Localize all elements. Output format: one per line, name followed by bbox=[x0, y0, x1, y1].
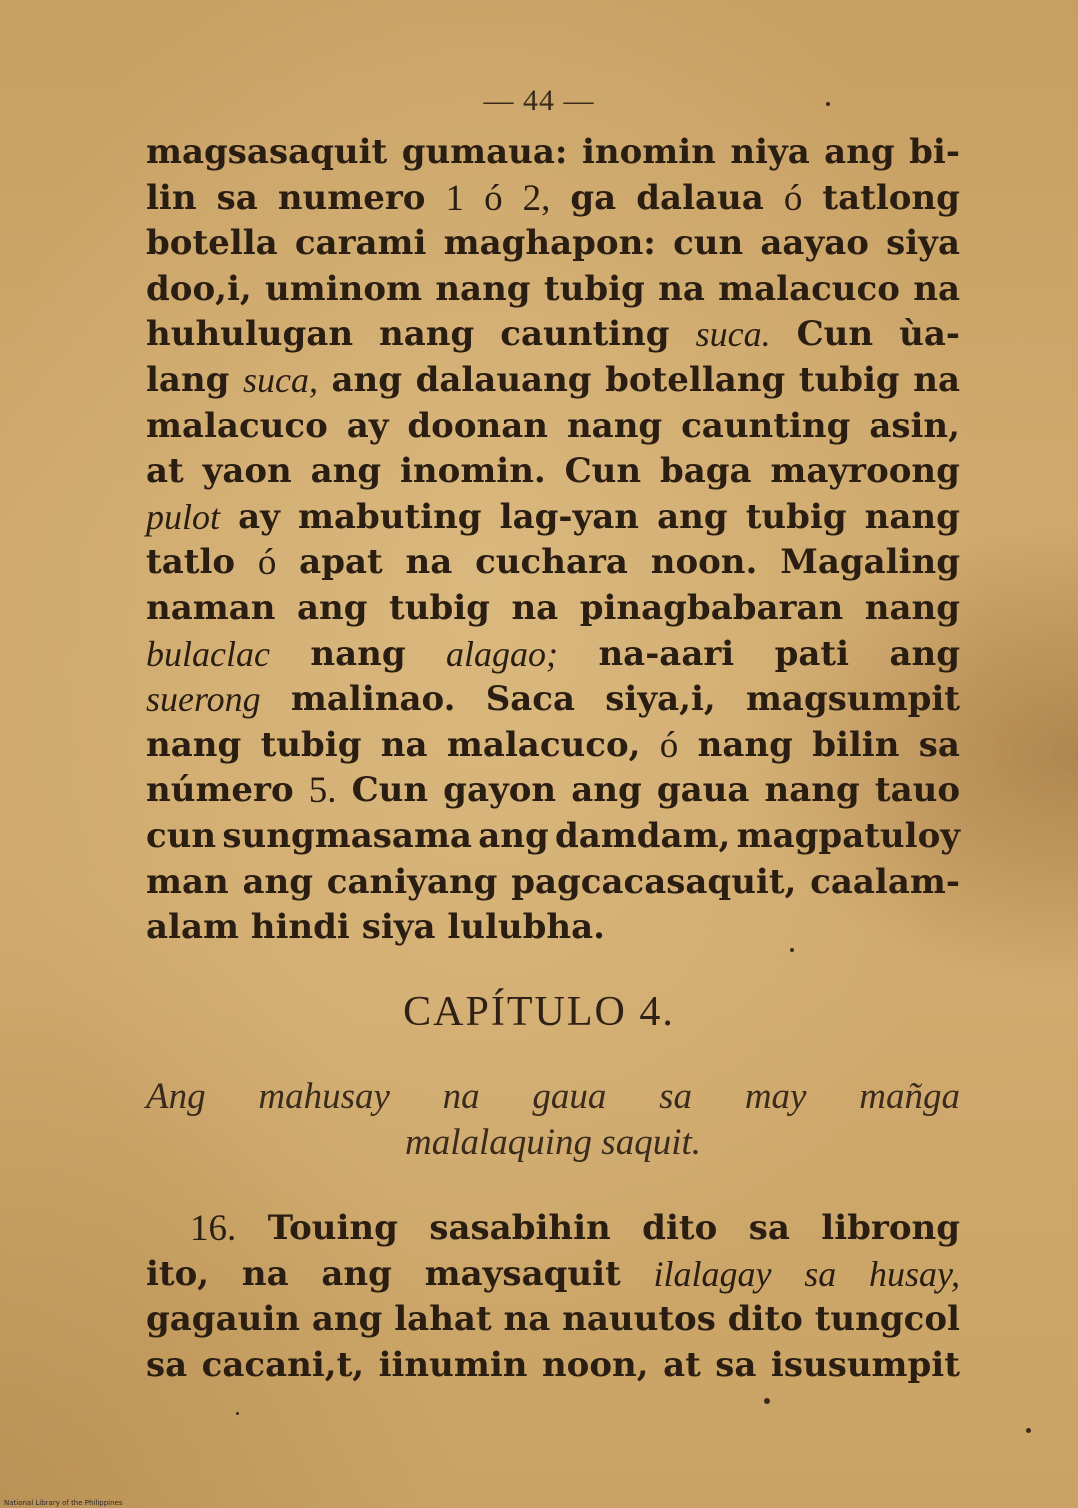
word: numero bbox=[277, 177, 426, 218]
word: Cun bbox=[351, 770, 429, 811]
word: maghapon: bbox=[443, 223, 656, 264]
subtitle-line: malalaquing saquit. bbox=[404, 1122, 702, 1163]
word: sa bbox=[918, 724, 960, 765]
word: mayroong bbox=[770, 451, 960, 492]
word: naman bbox=[146, 587, 276, 628]
word: sa bbox=[146, 1344, 188, 1385]
page-number: — 44 — bbox=[483, 84, 595, 117]
word: 2, bbox=[522, 177, 551, 219]
word: nang bbox=[697, 724, 793, 765]
word: siya,i, bbox=[605, 679, 716, 720]
word: na bbox=[241, 1253, 289, 1294]
word: inomin bbox=[581, 132, 716, 172]
word: 5. bbox=[308, 770, 337, 812]
word: nang bbox=[864, 496, 960, 537]
word: ay bbox=[346, 405, 389, 446]
word: asin, bbox=[869, 405, 960, 446]
text-line bbox=[146, 814, 960, 860]
word: lulubha. bbox=[447, 907, 606, 948]
word: ang bbox=[297, 587, 368, 628]
text-line bbox=[146, 221, 960, 267]
word: tauo bbox=[874, 770, 960, 811]
word: Magaling bbox=[780, 542, 960, 583]
word: cacani,t, bbox=[201, 1344, 365, 1385]
text-line bbox=[146, 586, 960, 632]
word: magsasaquit bbox=[146, 132, 388, 172]
word-italic: ilalagay bbox=[653, 1253, 772, 1294]
word: nang bbox=[764, 770, 860, 811]
word-italic: mahusay bbox=[258, 1076, 390, 1117]
text-line bbox=[146, 312, 960, 358]
word: carami bbox=[294, 223, 427, 264]
word: ang bbox=[889, 633, 960, 674]
word: sungmasama bbox=[222, 815, 472, 856]
word: dito bbox=[642, 1208, 718, 1248]
chapter-title: CAPÍTULO 4. bbox=[403, 989, 675, 1035]
word: ang bbox=[571, 770, 642, 811]
word: ang bbox=[311, 1299, 383, 1340]
text-line bbox=[146, 768, 960, 814]
word: pati bbox=[774, 633, 850, 674]
word: ó bbox=[484, 177, 503, 219]
word: sa bbox=[748, 1208, 790, 1248]
word-italic: bulaclac bbox=[146, 633, 270, 674]
text-line bbox=[146, 449, 960, 495]
word: pagcacasaquit, bbox=[511, 861, 797, 902]
word: na bbox=[913, 268, 960, 309]
word: nang bbox=[435, 268, 531, 309]
word: at bbox=[146, 451, 184, 492]
word: ang bbox=[824, 132, 895, 172]
text-line bbox=[146, 267, 960, 313]
word: nang bbox=[310, 633, 406, 674]
library-footer: National Library of the Philippines bbox=[4, 1499, 123, 1507]
paper-speck bbox=[790, 948, 794, 952]
word: siya bbox=[886, 223, 960, 264]
word: tubig bbox=[389, 587, 490, 628]
word: na bbox=[511, 587, 559, 628]
word: ó bbox=[659, 724, 679, 766]
word: na bbox=[380, 724, 428, 765]
word-italic: mañga bbox=[859, 1076, 960, 1117]
word: Cun bbox=[796, 314, 874, 355]
word-italic: sa bbox=[659, 1076, 693, 1117]
word: cun bbox=[146, 815, 217, 856]
text-line bbox=[146, 1297, 960, 1343]
word: doonan bbox=[407, 405, 549, 446]
text-line bbox=[146, 1252, 960, 1298]
word: lang bbox=[146, 359, 230, 400]
text-line bbox=[146, 723, 960, 769]
word: siya bbox=[361, 907, 436, 948]
word-italic: husay, bbox=[868, 1253, 960, 1294]
word: isusumpit bbox=[770, 1344, 960, 1385]
word: sasabihin bbox=[429, 1208, 611, 1248]
word: ang bbox=[321, 1253, 392, 1294]
word: na bbox=[405, 542, 453, 583]
word: nang bbox=[566, 405, 663, 446]
word: nang bbox=[146, 724, 242, 765]
word: apat bbox=[299, 542, 383, 583]
word-italic: pulot bbox=[146, 496, 221, 537]
word: botella bbox=[146, 223, 278, 264]
word: ang bbox=[331, 359, 403, 400]
word-italic: suca, bbox=[242, 359, 318, 400]
text-line bbox=[146, 130, 960, 176]
word: dalauang bbox=[415, 359, 592, 400]
word-italic: sa bbox=[804, 1253, 837, 1294]
word-italic: suca. bbox=[695, 314, 771, 355]
text-line bbox=[146, 176, 960, 222]
word: 1 bbox=[445, 177, 465, 219]
paper-speck bbox=[236, 1412, 239, 1415]
word: ó bbox=[257, 542, 277, 584]
word: cun bbox=[673, 223, 744, 264]
word: doo,i, bbox=[146, 268, 252, 309]
word: ang bbox=[657, 496, 728, 537]
word-italic: alagao; bbox=[446, 633, 559, 674]
word-italic: na bbox=[442, 1076, 480, 1117]
word: ga bbox=[570, 177, 617, 218]
word: tubig bbox=[543, 268, 645, 309]
word: alam bbox=[146, 907, 239, 948]
word: inomin. bbox=[400, 451, 546, 492]
word: tatlo bbox=[146, 542, 236, 583]
word: hindi bbox=[250, 907, 350, 948]
word: tubig bbox=[798, 359, 900, 400]
word: ay bbox=[238, 496, 280, 537]
word: damdam, bbox=[554, 815, 731, 856]
word: tatlong bbox=[822, 177, 960, 218]
word: número bbox=[146, 770, 294, 811]
word: caniyang bbox=[326, 861, 498, 902]
word: pinagbabaran bbox=[579, 587, 844, 628]
word: nauutos bbox=[562, 1299, 716, 1340]
word: ang bbox=[310, 451, 382, 492]
text-line bbox=[146, 1206, 960, 1252]
word-italic: Ang bbox=[146, 1076, 206, 1117]
word: na bbox=[913, 359, 960, 400]
word: Touing bbox=[267, 1208, 398, 1248]
text-line bbox=[146, 632, 960, 678]
text-line bbox=[146, 540, 960, 586]
chapter-subtitle bbox=[146, 1074, 960, 1166]
word-italic: suerong bbox=[146, 679, 261, 720]
word: gaua bbox=[656, 770, 750, 811]
word: dalaua bbox=[636, 177, 764, 218]
word: sa bbox=[216, 177, 258, 218]
word: cuchara bbox=[475, 542, 628, 583]
word: nang bbox=[379, 314, 475, 355]
word-italic: may bbox=[744, 1076, 807, 1117]
word: ang bbox=[478, 815, 549, 856]
paper-speck bbox=[764, 1398, 770, 1404]
word: malinao. bbox=[290, 679, 456, 720]
paragraph-16 bbox=[146, 1206, 960, 1388]
text-line bbox=[146, 860, 960, 906]
word: ó bbox=[783, 177, 803, 219]
word: tubig bbox=[745, 496, 847, 537]
text-line bbox=[146, 905, 960, 951]
word: librong bbox=[821, 1208, 960, 1248]
word: na bbox=[503, 1299, 551, 1340]
word: nang bbox=[864, 587, 960, 628]
word: at bbox=[663, 1344, 701, 1385]
word: niya bbox=[730, 132, 810, 172]
word: mabuting bbox=[297, 496, 482, 537]
paragraph-number: 16. bbox=[190, 1208, 237, 1249]
word-italic: gaua bbox=[532, 1076, 607, 1117]
paper-speck bbox=[1026, 1428, 1031, 1433]
word: maysaquit bbox=[424, 1253, 621, 1294]
word: uminom bbox=[265, 268, 423, 309]
word: caunting bbox=[681, 405, 851, 446]
word: ùa- bbox=[899, 314, 960, 355]
word: noon. bbox=[650, 542, 758, 583]
word: caalam- bbox=[810, 861, 960, 902]
paper-speck bbox=[826, 102, 830, 106]
word: gagauin bbox=[146, 1299, 300, 1340]
subtitle-line bbox=[146, 1074, 960, 1120]
text-line bbox=[146, 1343, 960, 1389]
text-line bbox=[146, 495, 960, 541]
text-line bbox=[146, 358, 960, 404]
text-line bbox=[146, 677, 960, 723]
word: man bbox=[146, 861, 229, 902]
word: magsumpit bbox=[745, 679, 960, 720]
word: na-aari bbox=[598, 633, 735, 674]
word: malacuco bbox=[718, 268, 900, 309]
word: lin bbox=[146, 177, 197, 218]
word: gumaua: bbox=[401, 132, 568, 172]
word: botellang bbox=[605, 359, 786, 400]
word: magpatuloy bbox=[736, 815, 960, 856]
word: lahat bbox=[394, 1299, 492, 1340]
word: tubig bbox=[260, 724, 362, 765]
word: huhulugan bbox=[146, 314, 354, 355]
word: dito bbox=[727, 1299, 803, 1340]
word: Saca bbox=[485, 679, 576, 720]
word: malacuco bbox=[146, 405, 328, 446]
word: gayon bbox=[443, 770, 557, 811]
word: tungcol bbox=[814, 1299, 960, 1340]
word: lag-yan bbox=[499, 496, 640, 537]
word: na bbox=[658, 268, 705, 309]
word: aayao bbox=[760, 223, 869, 264]
body-paragraph bbox=[146, 130, 960, 951]
word: yaon bbox=[202, 451, 292, 492]
text-line bbox=[146, 404, 960, 450]
word: bi- bbox=[909, 132, 960, 172]
word: baga bbox=[659, 451, 752, 492]
word: ito, bbox=[146, 1253, 210, 1294]
word: ang bbox=[242, 861, 314, 902]
word: caunting bbox=[500, 314, 670, 355]
word: Cun bbox=[564, 451, 642, 492]
word: iinumin bbox=[378, 1344, 528, 1385]
word: sa bbox=[715, 1344, 757, 1385]
word: noon, bbox=[541, 1344, 649, 1385]
word: malacuco, bbox=[446, 724, 641, 765]
word: bilin bbox=[812, 724, 900, 765]
